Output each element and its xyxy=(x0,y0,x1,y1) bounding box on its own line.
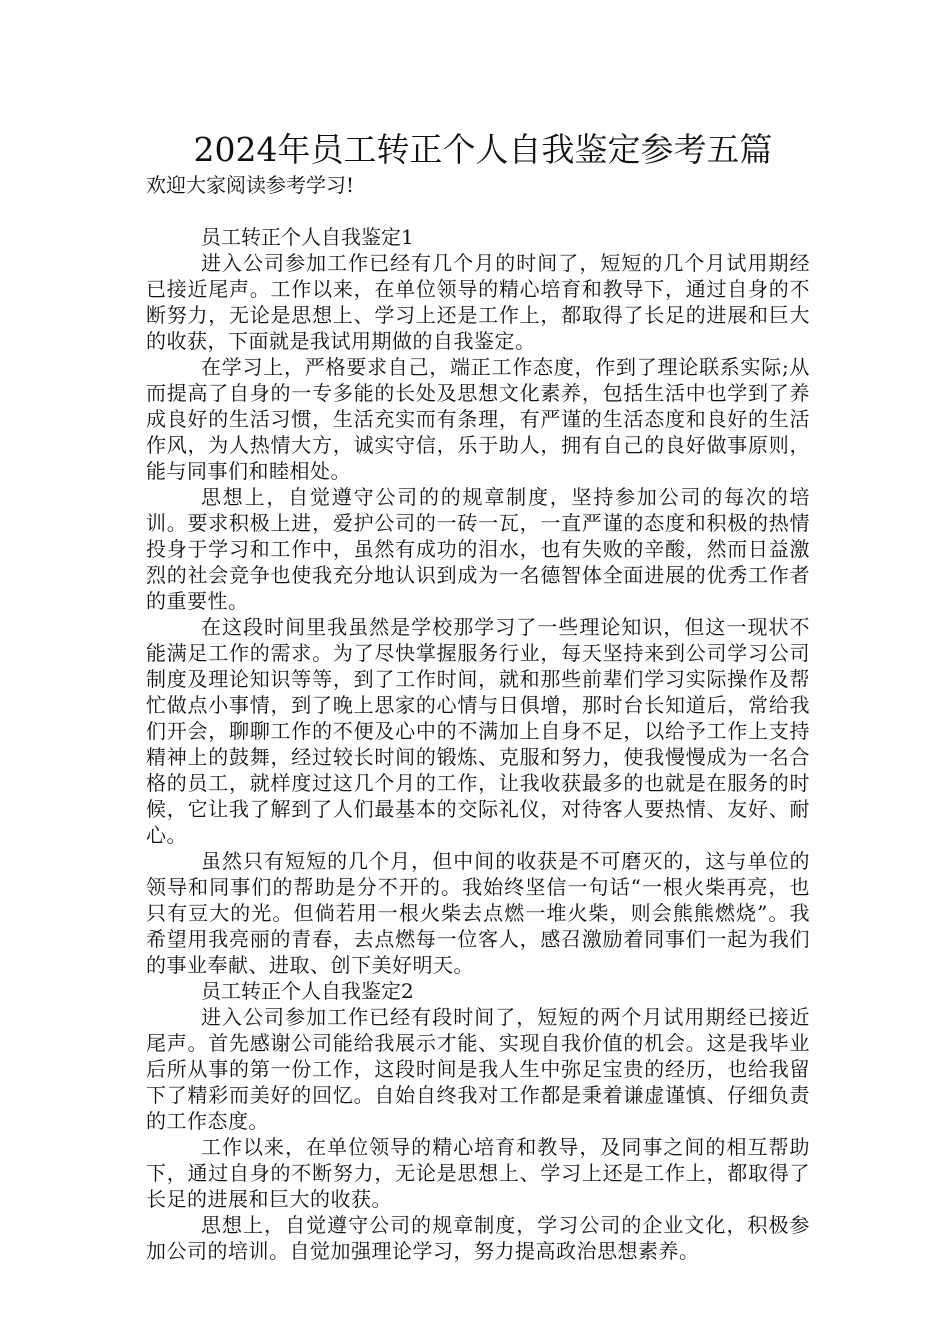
document-title: 2024年员工转正个人自我鉴定参考五篇 xyxy=(193,130,773,169)
section-2-paragraph-2: 工作以来，在单位领导的精心培育和教导，及同事之间的相互帮助下，通过自身的不断努力，无论是思想上、学习上还是工作上，都取得了长足的进展和巨大的收获。 xyxy=(146,1135,810,1211)
intro-line: 欢迎大家阅读参考学习! xyxy=(146,173,355,197)
document-page xyxy=(146,128,810,1264)
section-2-paragraph-3: 思想上，自觉遵守公司的规章制度，学习公司的企业文化，积极参加公司的培训。自觉加强理论学习，努力提高政治思想素养。 xyxy=(146,1213,810,1263)
section-1-paragraph-2: 在学习上，严格要求自己，端正工作态度，作到了理论联系实际;从而提高了自身的一专多能的长处及思想文化素养，包括生活中也学到了养成良好的生活习惯，生活充实而有条理，有严谨的生活态度和良好的生活作风，为人热情大方，诚实守信，乐于助人，拥有自己的良好做事原则，能与同事们和睦相处。 xyxy=(146,355,810,483)
section-2-paragraph-1: 进入公司参加工作已经有段时间了，短短的两个月试用期经已接近尾声。首先感谢公司能给我展示才能、实现自我价值的机会。这是我毕业后所从事的第一份工作，这段时间是我人生中弥足宝贵的经历，也给我留下了精彩而美好的回忆。自始自终我对工作都是秉着谦虚谨慎、仔细负责的工作态度。 xyxy=(146,1005,810,1133)
section-1-paragraph-4: 在这段时间里我虽然是学校那学习了一些理论知识，但这一现状不能满足工作的需求。为了尽快掌握服务行业，每天坚持来到公司学习公司制度及理论知识等等，到了工作时间，就和那些前辈们学习实际操作及帮忙做点小事情，到了晚上思家的心情与日俱增，那时台长知道后，常给我们开会，聊聊工作的不便及心中的不满加上自身不足，以给予工作上支持精神上的鼓舞，经过较长时间的锻炼、克服和努力，使我慢慢成为一名合格的员工，就样度过这几个月的工作，让我收获最多的也就是在服务的时候，它让我了解到了人们最基本的交际礼仪，对待客人要热情、友好、耐心。 xyxy=(146,615,810,847)
section-1-paragraph-5: 虽然只有短短的几个月，但中间的收获是不可磨灭的，这与单位的领导和同事们的帮助是分不开的。我始终坚信一句话“一根火柴再亮，也只有豆大的光。但倘若用一根火柴去点燃一堆火柴，则会熊熊燃烧”。我希望用我亮丽的青春，去点燃每一位客人，感召激励着同事们一起为我们的事业奉献、进取、创下美好明天。 xyxy=(146,849,810,977)
section-1-paragraph-3: 思想上，自觉遵守公司的的规章制度，坚持参加公司的每次的培训。要求积极上进，爱护公司的一砖一瓦，一直严谨的态度和积极的热情投身于学习和工作中，虽然有成功的泪水，也有失败的辛酸，然而日益激烈的社会竞争也使我充分地认识到成为一名德智体全面进展的优秀工作者的重要性。 xyxy=(146,485,810,613)
section-heading-2: 员工转正个人自我鉴定2 xyxy=(201,979,414,1003)
section-1-paragraph-1: 进入公司参加工作已经有几个月的时间了，短短的几个月试用期经已接近尾声。工作以来，在单位领导的精心培育和教导下，通过自身的不断努力，无论是思想上、学习上还是工作上，都取得了长足的进展和巨大的收获，下面就是我试用期做的自我鉴定。 xyxy=(146,251,810,353)
section-heading-1: 员工转正个人自我鉴定1 xyxy=(201,225,414,249)
